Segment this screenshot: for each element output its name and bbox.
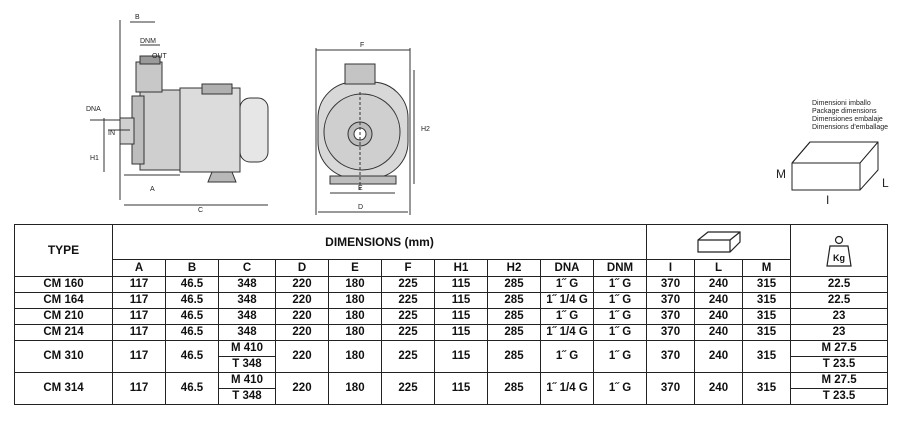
label-c: C	[198, 207, 204, 214]
table-row	[15, 293, 888, 309]
cell-l: 240	[695, 373, 743, 405]
cell-f: 225	[382, 341, 435, 373]
cell-dnm: 1˝ G	[594, 373, 647, 405]
cell-c-tri: T 348	[219, 357, 276, 373]
type-header: TYPE	[15, 225, 113, 277]
cell-i: 370	[647, 341, 695, 373]
label-h1: H1	[90, 155, 99, 162]
cell-l: 240	[695, 341, 743, 373]
weight-icon-label: Kg	[833, 252, 846, 263]
cell-a: 117	[113, 309, 166, 325]
cell-type: CM 164	[15, 293, 113, 309]
col-header-d: D	[276, 260, 329, 277]
cell-dnm: 1˝ G	[594, 325, 647, 341]
cell-h2: 285	[488, 277, 541, 293]
package-label-i: I	[826, 193, 830, 207]
package-box-icon	[696, 230, 742, 254]
legend-line-en: Package dimensions	[812, 108, 877, 115]
cell-e: 180	[329, 277, 382, 293]
col-header-f: F	[382, 260, 435, 277]
cell-m: 315	[743, 293, 791, 309]
cell-dnm: 1˝ G	[594, 277, 647, 293]
cell-dna: 1˝ 1/4 G	[541, 325, 594, 341]
cell-d: 220	[276, 341, 329, 373]
cell-dna: 1˝ 1/4 G	[541, 373, 594, 405]
cell-dna: 1˝ G	[541, 309, 594, 325]
cell-type: CM 310	[15, 341, 113, 373]
cell-kg: 22.5	[791, 293, 888, 309]
col-header-m: M	[743, 260, 791, 277]
cell-kg-mono: M 27.5	[791, 373, 888, 389]
cell-e: 180	[329, 293, 382, 309]
cell-l: 240	[695, 325, 743, 341]
cell-i: 370	[647, 277, 695, 293]
cell-i: 370	[647, 309, 695, 325]
cell-i: 370	[647, 293, 695, 309]
table-row	[15, 325, 888, 341]
label-dnm: DNM	[140, 38, 156, 45]
cell-i: 370	[647, 373, 695, 405]
legend-line-it: Dimensioni imballo	[812, 100, 871, 107]
cell-e: 180	[329, 341, 382, 373]
cell-kg-tri: T 23.5	[791, 389, 888, 405]
cell-kg: 22.5	[791, 277, 888, 293]
cell-kg: 23	[791, 325, 888, 341]
col-header-e: E	[329, 260, 382, 277]
cell-h1: 115	[435, 325, 488, 341]
cell-b: 46.5	[166, 373, 219, 405]
legend-line-es: Dimensiones embalaje	[812, 116, 883, 123]
label-f: F	[360, 42, 365, 49]
cell-h2: 285	[488, 341, 541, 373]
cell-c-mono: M 410	[219, 373, 276, 389]
cell-h1: 115	[435, 309, 488, 325]
package-dimensions-legend	[812, 100, 900, 132]
cell-c: 348	[219, 309, 276, 325]
cell-b: 46.5	[166, 325, 219, 341]
col-header-b: B	[166, 260, 219, 277]
cell-kg-tri: T 23.5	[791, 357, 888, 373]
side-view-drawing	[90, 20, 268, 205]
col-header-dnm: DNM	[594, 260, 647, 277]
cell-c: 348	[219, 325, 276, 341]
cell-m: 315	[743, 341, 791, 373]
package-label-l: L	[882, 176, 889, 190]
cell-type: CM 314	[15, 373, 113, 405]
package-label-m: M	[776, 167, 786, 181]
cell-c: 348	[219, 277, 276, 293]
package-box-drawing	[792, 142, 878, 190]
legend-line-fr: Dimensions d'emballage	[812, 124, 889, 131]
table-row	[15, 341, 888, 357]
cell-i: 370	[647, 325, 695, 341]
label-dna: DNA	[86, 106, 101, 113]
cell-kg: 23	[791, 309, 888, 325]
cell-kg-mono: M 27.5	[791, 341, 888, 357]
cell-dnm: 1˝ G	[594, 309, 647, 325]
label-b: B	[135, 14, 140, 21]
table-row	[15, 277, 888, 293]
cell-a: 117	[113, 325, 166, 341]
cell-dna: 1˝ 1/4 G	[541, 293, 594, 309]
col-header-h1: H1	[435, 260, 488, 277]
label-h2: H2	[421, 126, 430, 133]
dimensions-header: DIMENSIONS (mm)	[113, 225, 647, 260]
col-header-i: I	[647, 260, 695, 277]
cell-h2: 285	[488, 325, 541, 341]
cell-h1: 115	[435, 373, 488, 405]
col-header-l: L	[695, 260, 743, 277]
cell-f: 225	[382, 277, 435, 293]
cell-c: 348	[219, 293, 276, 309]
cell-f: 225	[382, 373, 435, 405]
cell-l: 240	[695, 277, 743, 293]
cell-dna: 1˝ G	[541, 277, 594, 293]
cell-d: 220	[276, 277, 329, 293]
cell-d: 220	[276, 309, 329, 325]
cell-f: 225	[382, 309, 435, 325]
cell-m: 315	[743, 325, 791, 341]
cell-a: 117	[113, 373, 166, 405]
cell-b: 46.5	[166, 341, 219, 373]
cell-h2: 285	[488, 373, 541, 405]
cell-h2: 285	[488, 293, 541, 309]
cell-type: CM 210	[15, 309, 113, 325]
cell-a: 117	[113, 293, 166, 309]
cell-type: CM 160	[15, 277, 113, 293]
dimensions-table	[14, 224, 888, 405]
cell-h1: 115	[435, 293, 488, 309]
cell-c-mono: M 410	[219, 341, 276, 357]
weight-icon-cell	[791, 225, 888, 277]
col-header-a: A	[113, 260, 166, 277]
cell-f: 225	[382, 293, 435, 309]
col-header-h2: H2	[488, 260, 541, 277]
column-header-row	[15, 260, 888, 277]
cell-m: 315	[743, 309, 791, 325]
table-row	[15, 309, 888, 325]
cell-m: 315	[743, 373, 791, 405]
table-header-row	[15, 225, 888, 260]
label-in: IN	[108, 130, 115, 137]
cell-b: 46.5	[166, 277, 219, 293]
cell-d: 220	[276, 293, 329, 309]
cell-e: 180	[329, 325, 382, 341]
cell-dnm: 1˝ G	[594, 293, 647, 309]
cell-b: 46.5	[166, 309, 219, 325]
cell-c-tri: T 348	[219, 389, 276, 405]
label-e: E	[358, 185, 363, 192]
cell-a: 117	[113, 341, 166, 373]
cell-l: 240	[695, 309, 743, 325]
label-out: OUT	[152, 53, 167, 60]
cell-dnm: 1˝ G	[594, 341, 647, 373]
cell-h1: 115	[435, 341, 488, 373]
cell-h2: 285	[488, 309, 541, 325]
cell-a: 117	[113, 277, 166, 293]
cell-d: 220	[276, 325, 329, 341]
package-box-icon-cell	[647, 225, 791, 260]
cell-e: 180	[329, 373, 382, 405]
table-row	[15, 373, 888, 389]
cell-type: CM 214	[15, 325, 113, 341]
cell-h1: 115	[435, 277, 488, 293]
cell-dna: 1˝ G	[541, 341, 594, 373]
col-header-c: C	[219, 260, 276, 277]
front-view-drawing	[316, 48, 414, 215]
cell-e: 180	[329, 309, 382, 325]
cell-l: 240	[695, 293, 743, 309]
cell-d: 220	[276, 373, 329, 405]
col-header-dna: DNA	[541, 260, 594, 277]
cell-m: 315	[743, 277, 791, 293]
label-a: A	[150, 186, 155, 193]
weight-icon	[825, 234, 853, 268]
cell-f: 225	[382, 325, 435, 341]
cell-b: 46.5	[166, 293, 219, 309]
label-d: D	[358, 204, 364, 211]
